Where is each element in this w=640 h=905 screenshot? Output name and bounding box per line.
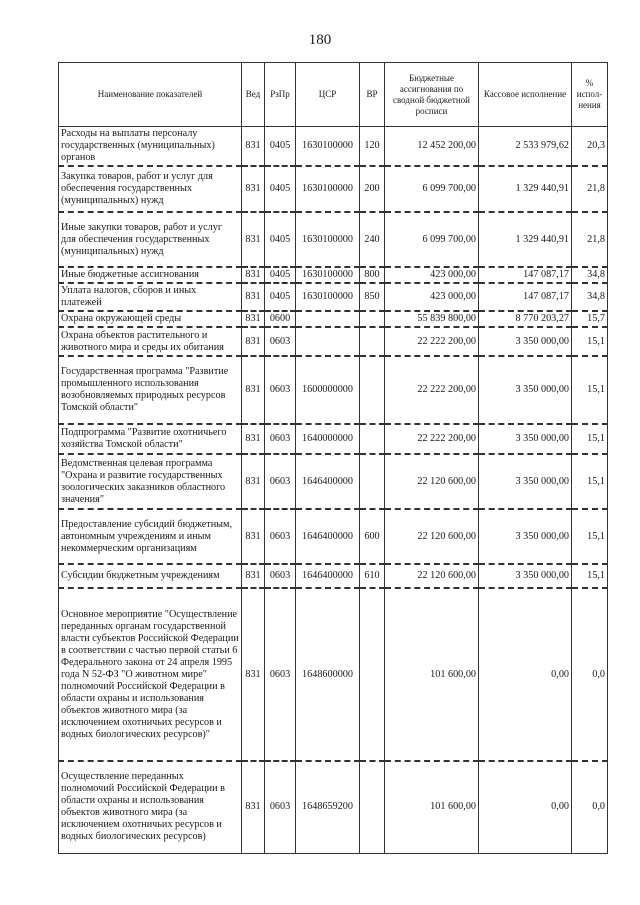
row-rzpr: 0405: [265, 166, 296, 212]
row-budget: 423 000,00: [385, 267, 479, 283]
row-cash: 3 350 000,00: [479, 454, 572, 509]
row-ved: 831: [242, 588, 265, 761]
row-budget: 6 099 700,00: [385, 166, 479, 212]
row-vr: [360, 454, 385, 509]
row-vr: [360, 588, 385, 761]
row-cash: 0,00: [479, 588, 572, 761]
table-header-row: [59, 63, 608, 127]
row-csr: 1630100000: [296, 127, 360, 167]
row-csr: 1630100000: [296, 166, 360, 212]
header-vr: ВР: [360, 63, 385, 127]
header-csr: ЦСР: [296, 63, 360, 127]
row-rzpr: 0603: [265, 564, 296, 588]
row-percent: 21,8: [572, 166, 608, 212]
row-percent: 0,0: [572, 761, 608, 853]
row-name: Субсидии бюджетным учреждениям: [59, 564, 242, 588]
row-percent: 21,8: [572, 212, 608, 267]
table-row: [59, 588, 608, 761]
row-budget: 423 000,00: [385, 283, 479, 311]
row-csr: [296, 327, 360, 356]
row-name: Иные закупки товаров, работ и услуг для обеспечения государственных (муниципальных) нужд: [59, 212, 242, 267]
row-name: Расходы на выплаты персоналу государственных (муниципальных) органов: [59, 127, 242, 167]
row-ved: 831: [242, 454, 265, 509]
table-row: [59, 267, 608, 283]
row-budget: 22 120 600,00: [385, 509, 479, 564]
row-vr: 800: [360, 267, 385, 283]
table-row: [59, 509, 608, 564]
row-budget: 6 099 700,00: [385, 212, 479, 267]
header-cash: Кассовое исполнение: [479, 63, 572, 127]
row-vr: [360, 761, 385, 853]
row-percent: 15,1: [572, 454, 608, 509]
row-cash: 1 329 440,91: [479, 212, 572, 267]
row-ved: 831: [242, 283, 265, 311]
row-ved: 831: [242, 127, 265, 167]
row-csr: 1640000000: [296, 424, 360, 454]
row-percent: 15,1: [572, 424, 608, 454]
row-cash: 1 329 440,91: [479, 166, 572, 212]
row-ved: 831: [242, 267, 265, 283]
table-row: [59, 212, 608, 267]
row-rzpr: 0405: [265, 283, 296, 311]
row-budget: 55 839 800,00: [385, 311, 479, 327]
row-name: Предоставление субсидий бюджетным, автономным учреждениям и иным некоммерческим организациям: [59, 509, 242, 564]
row-name: Ведомственная целевая программа "Охрана и развитие государственных зоологических заказников областного значения": [59, 454, 242, 509]
row-ved: 831: [242, 509, 265, 564]
row-name: Подпрограмма "Развитие охотничьего хозяйства Томской области": [59, 424, 242, 454]
row-csr: 1630100000: [296, 283, 360, 311]
row-vr: 200: [360, 166, 385, 212]
table-row: [59, 454, 608, 509]
row-rzpr: 0603: [265, 424, 296, 454]
row-percent: 15,1: [572, 564, 608, 588]
row-percent: 34,8: [572, 267, 608, 283]
row-ved: 831: [242, 166, 265, 212]
row-rzpr: 0603: [265, 356, 296, 424]
row-ved: 831: [242, 212, 265, 267]
row-csr: 1600000000: [296, 356, 360, 424]
table-row: [59, 166, 608, 212]
row-budget: 22 222 200,00: [385, 356, 479, 424]
table-row: [59, 564, 608, 588]
row-cash: 147 087,17: [479, 283, 572, 311]
row-csr: 1646400000: [296, 564, 360, 588]
table-row: [59, 327, 608, 356]
row-csr: 1646400000: [296, 454, 360, 509]
row-name: Охрана окружающей среды: [59, 311, 242, 327]
row-vr: 600: [360, 509, 385, 564]
row-csr: 1648600000: [296, 588, 360, 761]
row-csr: 1646400000: [296, 509, 360, 564]
row-cash: 3 350 000,00: [479, 327, 572, 356]
row-name: Осуществление переданных полномочий Российской Федерации в области охраны и использования объектов животного мира (за исключением охотничьих ресурсов и водных биологических ресурсов): [59, 761, 242, 853]
header-rzpr: РзПр: [265, 63, 296, 127]
row-vr: 850: [360, 283, 385, 311]
row-csr: 1648659200: [296, 761, 360, 853]
table-row: [59, 356, 608, 424]
header-percent: % испол-нения: [572, 63, 608, 127]
header-name: Наименование показателей: [59, 63, 242, 127]
row-csr: 1630100000: [296, 212, 360, 267]
row-percent: 20,3: [572, 127, 608, 167]
row-name: Закупка товаров, работ и услуг для обеспечения государственных (муниципальных) нужд: [59, 166, 242, 212]
row-budget: 101 600,00: [385, 761, 479, 853]
row-percent: 34,8: [572, 283, 608, 311]
row-rzpr: 0603: [265, 327, 296, 356]
row-cash: 3 350 000,00: [479, 509, 572, 564]
row-name: Уплата налогов, сборов и иных платежей: [59, 283, 242, 311]
row-percent: 15,7: [572, 311, 608, 327]
row-ved: 831: [242, 564, 265, 588]
row-ved: 831: [242, 424, 265, 454]
row-cash: 8 770 203,27: [479, 311, 572, 327]
row-vr: 120: [360, 127, 385, 167]
row-csr: 1630100000: [296, 267, 360, 283]
row-percent: 15,1: [572, 356, 608, 424]
row-name: Иные бюджетные ассигнования: [59, 267, 242, 283]
row-vr: 610: [360, 564, 385, 588]
row-name: Охрана объектов растительного и животного мира и среды их обитания: [59, 327, 242, 356]
header-ved: Вед: [242, 63, 265, 127]
row-percent: 15,1: [572, 509, 608, 564]
row-cash: 3 350 000,00: [479, 424, 572, 454]
table-row: [59, 127, 608, 167]
row-budget: 12 452 200,00: [385, 127, 479, 167]
row-name: Государственная программа "Развитие промышленного использования возобновляемых природных ресурсов Томской области": [59, 356, 242, 424]
row-vr: [360, 311, 385, 327]
row-rzpr: 0603: [265, 761, 296, 853]
row-percent: 15,1: [572, 327, 608, 356]
row-ved: 831: [242, 356, 265, 424]
row-budget: 101 600,00: [385, 588, 479, 761]
table-row: [59, 311, 608, 327]
row-ved: 831: [242, 327, 265, 356]
row-cash: 147 087,17: [479, 267, 572, 283]
row-vr: [360, 424, 385, 454]
row-budget: 22 222 200,00: [385, 424, 479, 454]
budget-execution-table: [58, 62, 608, 854]
table-row: [59, 424, 608, 454]
row-ved: 831: [242, 761, 265, 853]
row-budget: 22 120 600,00: [385, 454, 479, 509]
row-cash: 0,00: [479, 761, 572, 853]
row-budget: 22 222 200,00: [385, 327, 479, 356]
row-rzpr: 0405: [265, 212, 296, 267]
table-row: [59, 761, 608, 853]
row-rzpr: 0405: [265, 267, 296, 283]
page-number: 180: [308, 32, 332, 48]
row-budget: 22 120 600,00: [385, 564, 479, 588]
table-row: [59, 283, 608, 311]
row-rzpr: 0603: [265, 509, 296, 564]
row-rzpr: 0405: [265, 127, 296, 167]
row-cash: 3 350 000,00: [479, 564, 572, 588]
row-name: Основное мероприятие "Осуществление переданных органам государственной власти субъектов Российской Федерации в соответствии с частью первой статьи 6 Федерального закона от 24 апреля 1995 года N 52-ФЗ "О животном мире" полномочий Российской Федерации в области охраны и использования объектов животного мира (за исключением охотничьих ресурсов и водных биологических ресурсов)": [59, 588, 242, 761]
row-vr: [360, 356, 385, 424]
row-rzpr: 0603: [265, 454, 296, 509]
row-vr: 240: [360, 212, 385, 267]
header-budget: Бюджетные ассигнования по сводной бюджетной росписи: [385, 63, 479, 127]
row-percent: 0,0: [572, 588, 608, 761]
row-cash: 2 533 979,62: [479, 127, 572, 167]
row-csr: [296, 311, 360, 327]
row-cash: 3 350 000,00: [479, 356, 572, 424]
row-rzpr: 0600: [265, 311, 296, 327]
row-rzpr: 0603: [265, 588, 296, 761]
row-vr: [360, 327, 385, 356]
row-ved: 831: [242, 311, 265, 327]
